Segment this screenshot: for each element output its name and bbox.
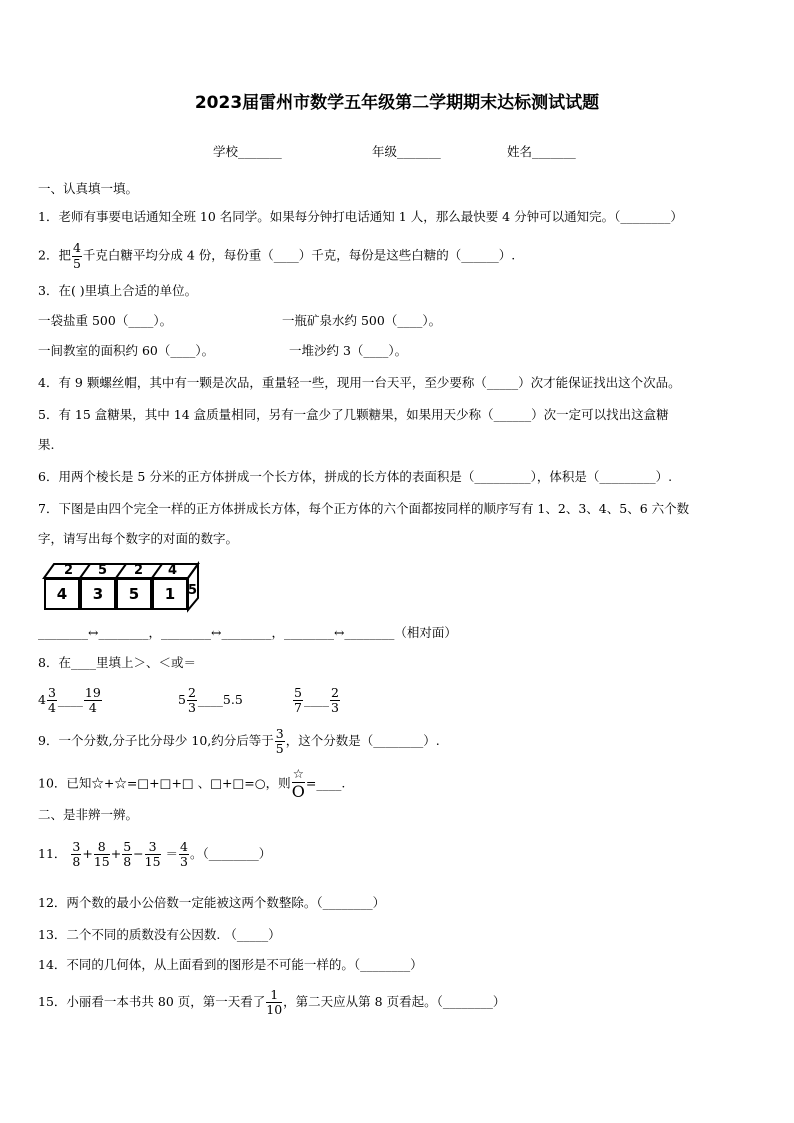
question-3-c: 一间教室的面积约 60（____）。: [38, 343, 215, 358]
cube-top-3: 2: [134, 563, 144, 578]
fraction: $\frac{5}{7}$: [294, 684, 302, 715]
fraction: $\frac{4}{5}$: [72, 240, 81, 271]
fraction: $\frac{☆}{O}$: [291, 766, 305, 801]
cube-front-4: 1: [152, 578, 188, 610]
question-2-prefix: 2．把: [38, 247, 71, 263]
fraction: $\frac{3}{4}$: [47, 684, 56, 715]
cube-top-4: 4: [168, 563, 178, 578]
name-field: 姓名_______: [507, 144, 576, 159]
cube-side: 5: [188, 583, 198, 598]
question-7-answer: ________↔________，________↔________，________↔________（相对面）: [38, 625, 457, 640]
question-11: 11． $\frac{3}{8}$ + $\frac{8}{15}$ + $\frac{5}{8}$ − $\frac{3}{15}$ ＝ $\frac{4}{3}$ 。（________）: [38, 838, 272, 869]
grade-field: 年级_______: [372, 144, 441, 159]
question-5-line-1: 5．有 15 盒糖果，其中 14 盒质量相同，另有一盒少了几颗糖果，如果用天少称（______）次一定可以找出这盒糖: [38, 407, 669, 422]
fraction: $\frac{2}{3}$: [330, 684, 339, 715]
page-title: 2023届雷州市数学五年级第二学期期末达标测试试题: [194, 93, 600, 113]
fraction: $\frac{3}{5}$: [275, 725, 284, 756]
fraction: $\frac{4}{3}$: [180, 838, 188, 869]
section-heading-2: 二、是非辨一辨。: [38, 807, 139, 822]
fraction: $\frac{19}{4}$: [84, 684, 101, 715]
question-1: 1．老师有事要电话通知全班 10 名同学。如果每分钟打电话通知 1 人，那么最快要 4 分钟可以通知完。（________）: [38, 209, 683, 224]
question-8-expr-3: $\frac{5}{7}$ ____ $\frac{2}{3}$: [294, 684, 339, 715]
question-13: 13．二个不同的质数没有公因数. （_____）: [38, 927, 281, 942]
question-15: 15．小丽看一本书共 80 页，第一天看了 $\frac{1}{10}$ ，第二天应从第 8 页看起。（________）: [38, 986, 506, 1017]
fraction: $\frac{3}{8}$: [72, 838, 81, 869]
cube-figure: [40, 560, 200, 616]
question-7-line-1: 7．下图是由四个完全一样的正方体拼成长方体，每个正方体的六个面都按同样的顺序写有 1、2、3、4、5、6 六个数: [38, 501, 690, 516]
question-3-head: 3．在( )里填上合适的单位。: [38, 283, 198, 298]
question-2-text: 千克白糖平均分成 4 份，每份重（____）千克，每份是这些白糖的（______）.: [82, 247, 516, 263]
fraction: $\frac{5}{8}$: [123, 838, 132, 869]
question-5-line-2: 果.: [38, 437, 55, 452]
cube-top-2: 5: [98, 563, 108, 578]
question-8-head: 8．在____里填上＞、＜或＝: [38, 655, 196, 670]
question-8-expr-2: 5 $\frac{2}{3}$ ____5.5: [178, 684, 243, 715]
school-field: 学校_______: [213, 144, 282, 159]
question-8-expr-1: 4 $\frac{3}{4}$ ____ $\frac{19}{4}$: [38, 684, 101, 715]
question-9: 9．一个分数,分子比分母少 10,约分后等于 $\frac{3}{5}$ ，这个分数是（________）.: [38, 725, 440, 756]
cube-front-2: 3: [80, 578, 116, 610]
question-3-a: 一袋盐重 500（____）。: [38, 313, 173, 328]
question-3-b: 一瓶矿泉水约 500（____）。: [282, 313, 442, 328]
question-14: 14．不同的几何体，从上面看到的图形是不可能一样的。（________）: [38, 957, 423, 972]
cube-front-1: 4: [44, 578, 80, 610]
cube-top-1: 2: [64, 563, 74, 578]
question-12: 12．两个数的最小公倍数一定能被这两个数整除。（________）: [38, 895, 386, 910]
question-6: 6．用两个棱长是 5 分米的正方体拼成一个长方体，拼成的长方体的表面积是（_________），体积是（_________）.: [38, 469, 673, 484]
question-2: [38, 242, 515, 270]
question-3-d: 一堆沙约 3（____）。: [289, 343, 408, 358]
cube-front-3: 5: [116, 578, 152, 610]
question-10: 10．已知☆+☆=□+□+□ 、□+□=○，则 $\frac{☆}{O}$ =____.: [38, 766, 346, 801]
fraction: $\frac{3}{15}$: [144, 838, 161, 869]
question-7-line-2: 字，请写出每个数字的对面的数字。: [38, 531, 239, 546]
fraction: $\frac{8}{15}$: [93, 838, 110, 869]
question-4: 4．有 9 颗螺丝帽，其中有一颗是次品，重量轻一些，现用一台天平，至少要称（_____）次才能保证找出这个次品。: [38, 375, 681, 390]
section-heading-1: 一、认真填一填。: [38, 181, 139, 196]
fraction: $\frac{1}{10}$: [266, 986, 283, 1017]
fraction: $\frac{2}{3}$: [187, 684, 196, 715]
